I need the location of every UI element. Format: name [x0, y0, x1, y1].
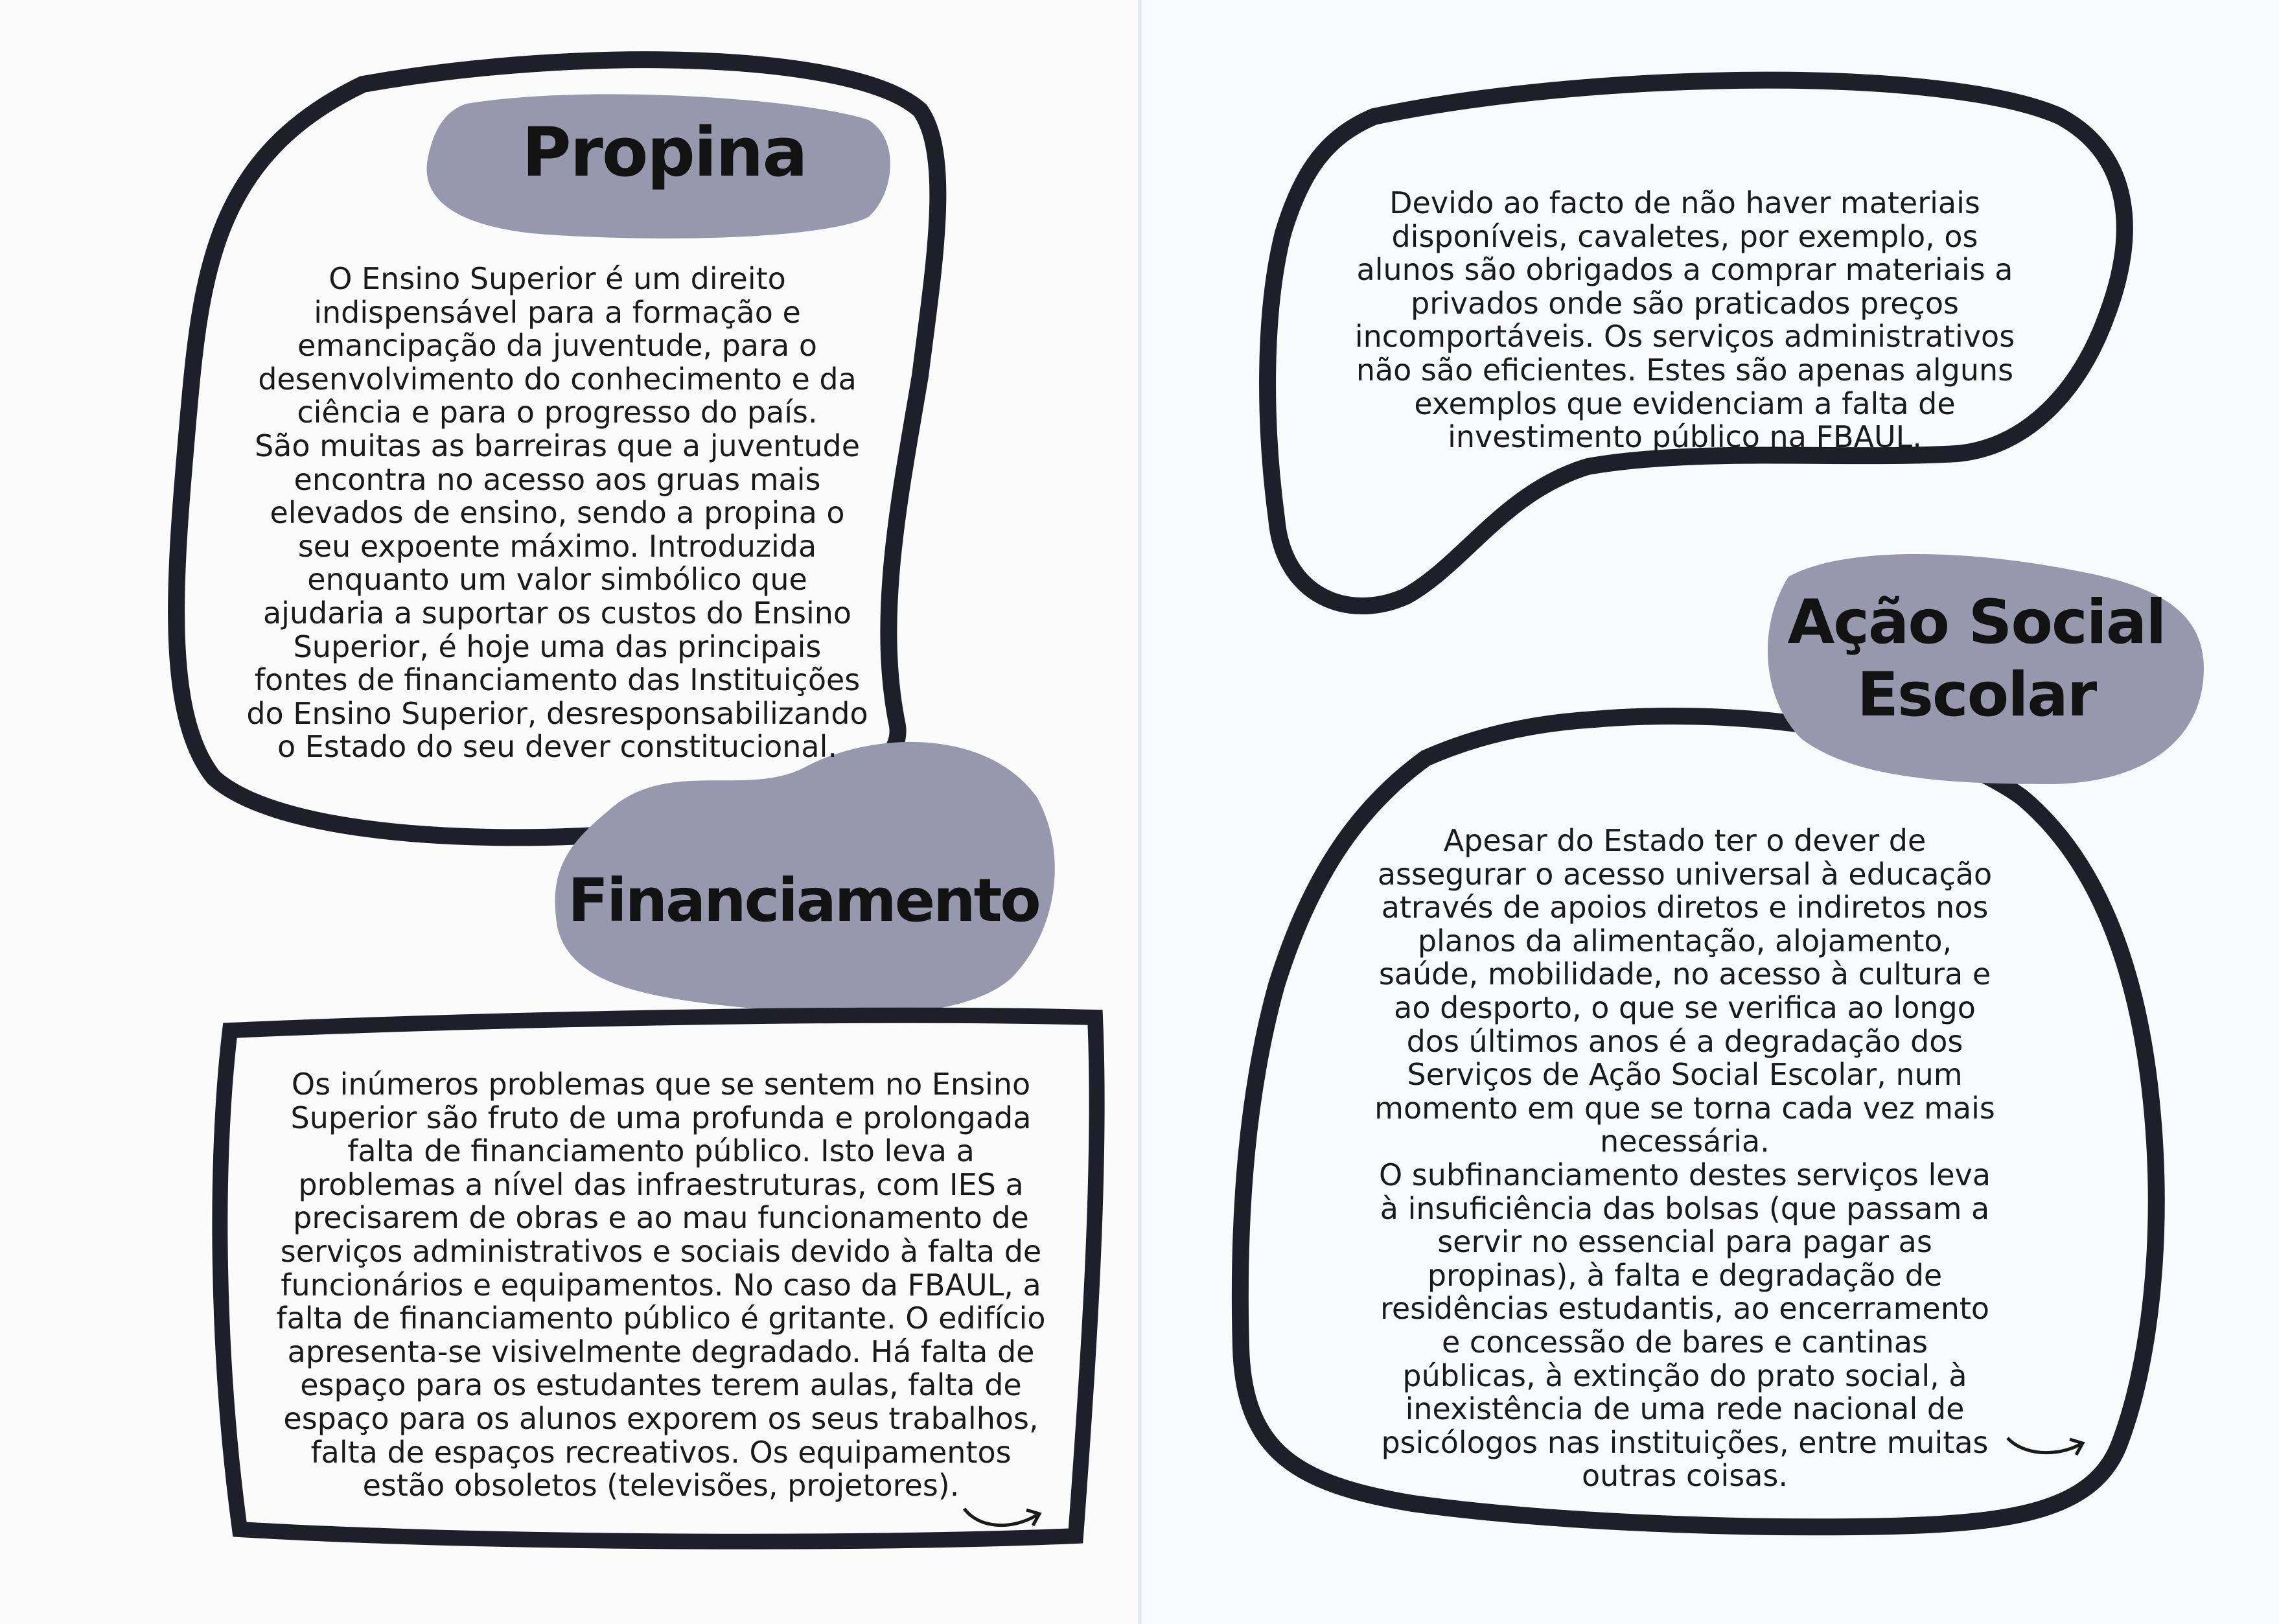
text-line: O Ensino Superior é um direito: [329, 261, 786, 296]
text-line: precisarem de obras e ao mau funcionamento de: [293, 1200, 1029, 1236]
text-line: públicas, à extinção do prato social, à: [1402, 1358, 1967, 1393]
text-line: Serviços de Ação Social Escolar, num: [1407, 1057, 1963, 1093]
text-line: exemplos que evidenciam a falta de: [1414, 386, 1956, 421]
text-line: o Estado do seu dever constitucional.: [277, 729, 838, 765]
text-line: seu expoente máximo. Introduzida: [297, 528, 817, 564]
text-line: psicólogos nas instituições, entre muitas: [1381, 1424, 1989, 1460]
text-line: outras coisas.: [1582, 1458, 1788, 1494]
text-line: alunos são obrigados a comprar materiais a: [1356, 252, 2013, 288]
text-line: Devido ao facto de não haver materiais: [1389, 185, 1980, 220]
text-line: falta de financiamento público. Isto leva a: [347, 1133, 975, 1169]
text-line: momento em que se torna cada vez mais: [1374, 1090, 1995, 1126]
text-line: assegurar o acesso universal à educação: [1377, 856, 1993, 892]
text-line: investimento público na FBAUL.: [1448, 419, 1922, 455]
financiamento-curved-arrow-icon: [959, 1491, 1050, 1542]
text-line: funcionários e equipamentos. No caso da FBAUL, a: [281, 1267, 1041, 1303]
text-line: Superior, é hoje uma das principais: [293, 629, 822, 664]
acao-social-curved-arrow-icon: [2002, 1422, 2093, 1474]
text-line: residências estudantis, ao encerramento: [1380, 1291, 1990, 1327]
materiais-text: [1315, 187, 2054, 454]
text-line: indispensável para a formação e: [314, 294, 801, 330]
text-line: O subfinanciamento destes serviços leva: [1378, 1157, 1991, 1192]
propina-heading: Propina: [522, 113, 807, 192]
text-line: Superior são fruto de uma profunda e prolongada: [290, 1100, 1032, 1135]
text-line: dos últimos anos é a degradação dos: [1406, 1023, 1963, 1059]
text-line: problemas a nível das infraestruturas, com IES a: [298, 1166, 1024, 1202]
text-line: apresenta-se visivelmente degradado. Há falta de: [287, 1334, 1035, 1369]
text-line: espaço para os alunos exporem os seus trabalhos,: [283, 1400, 1039, 1436]
text-line: não são eficientes. Estes são apenas alguns: [1356, 352, 2014, 388]
text-line: desenvolvimento do conhecimento e da: [258, 361, 857, 397]
text-line: incomportáveis. Os serviços administrativos: [1354, 319, 2015, 354]
text-line: saúde, mobilidade, no acesso à cultura e: [1378, 957, 1991, 992]
text-line: Os inúmeros problemas que se sentem no Ensino: [291, 1067, 1031, 1102]
text-line: serviços administrativos e sociais devido à falta de: [280, 1233, 1042, 1269]
text-line: elevados de ensino, sendo a propina o: [270, 495, 845, 531]
text-line: ciência e para o progresso do país.: [297, 395, 818, 430]
acao-social-heading-line2: Escolar: [1857, 660, 2096, 730]
text-line: através de apoios diretos e indiretos nos: [1381, 890, 1989, 925]
text-line: planos da alimentação, alojamento,: [1417, 923, 1952, 958]
propina-text: [220, 262, 894, 764]
text-line: inexistência de uma rede nacional de: [1405, 1391, 1965, 1427]
text-line: Apesar do Estado ter o dever de: [1443, 823, 1926, 858]
text-line: ao desporto, o que se verifica ao longo: [1394, 990, 1976, 1025]
text-line: falta de financiamento público é gritante. O edifício: [276, 1301, 1046, 1336]
text-line: espaço para os estudantes terem aulas, falta de: [300, 1367, 1022, 1403]
acao-social-heading-line1: Ação Social: [1787, 587, 2166, 658]
text-line: e concessão de bares e cantinas: [1442, 1324, 1928, 1360]
text-line: necessária.: [1600, 1124, 1770, 1159]
text-line: estão obsoletos (televisões, projetores).: [362, 1468, 960, 1503]
text-line: ajudaria a suportar os custos do Ensino: [262, 595, 852, 631]
text-line: propinas), à falta e degradação de: [1427, 1257, 1943, 1293]
financiamento-text: [246, 1068, 1076, 1503]
text-line: do Ensino Superior, desresponsabilizando: [246, 695, 868, 731]
text-line: servir no essencial para pagar as: [1437, 1224, 1932, 1260]
text-line: disponíveis, cavaletes, por exemplo, os: [1391, 218, 1978, 254]
text-line: à insuficiência das bolsas (que passam a: [1380, 1190, 1990, 1226]
text-line: privados onde são praticados preços: [1411, 285, 1959, 321]
financiamento-heading: Financiamento: [568, 866, 1039, 935]
text-line: São muitas as barreiras que a juventude: [254, 428, 861, 463]
text-line: fontes de financiamento das Instituições: [254, 662, 861, 698]
text-line: encontra no acesso aos gruas mais: [294, 461, 821, 497]
text-line: enquanto um valor simbólico que: [307, 562, 807, 597]
text-line: emancipação da juventude, para o: [297, 328, 817, 364]
acao-social-text: [1315, 824, 2054, 1493]
text-line: falta de espaços recreativos. Os equipamentos: [310, 1434, 1012, 1470]
acao-social-heading: [1750, 586, 2203, 732]
